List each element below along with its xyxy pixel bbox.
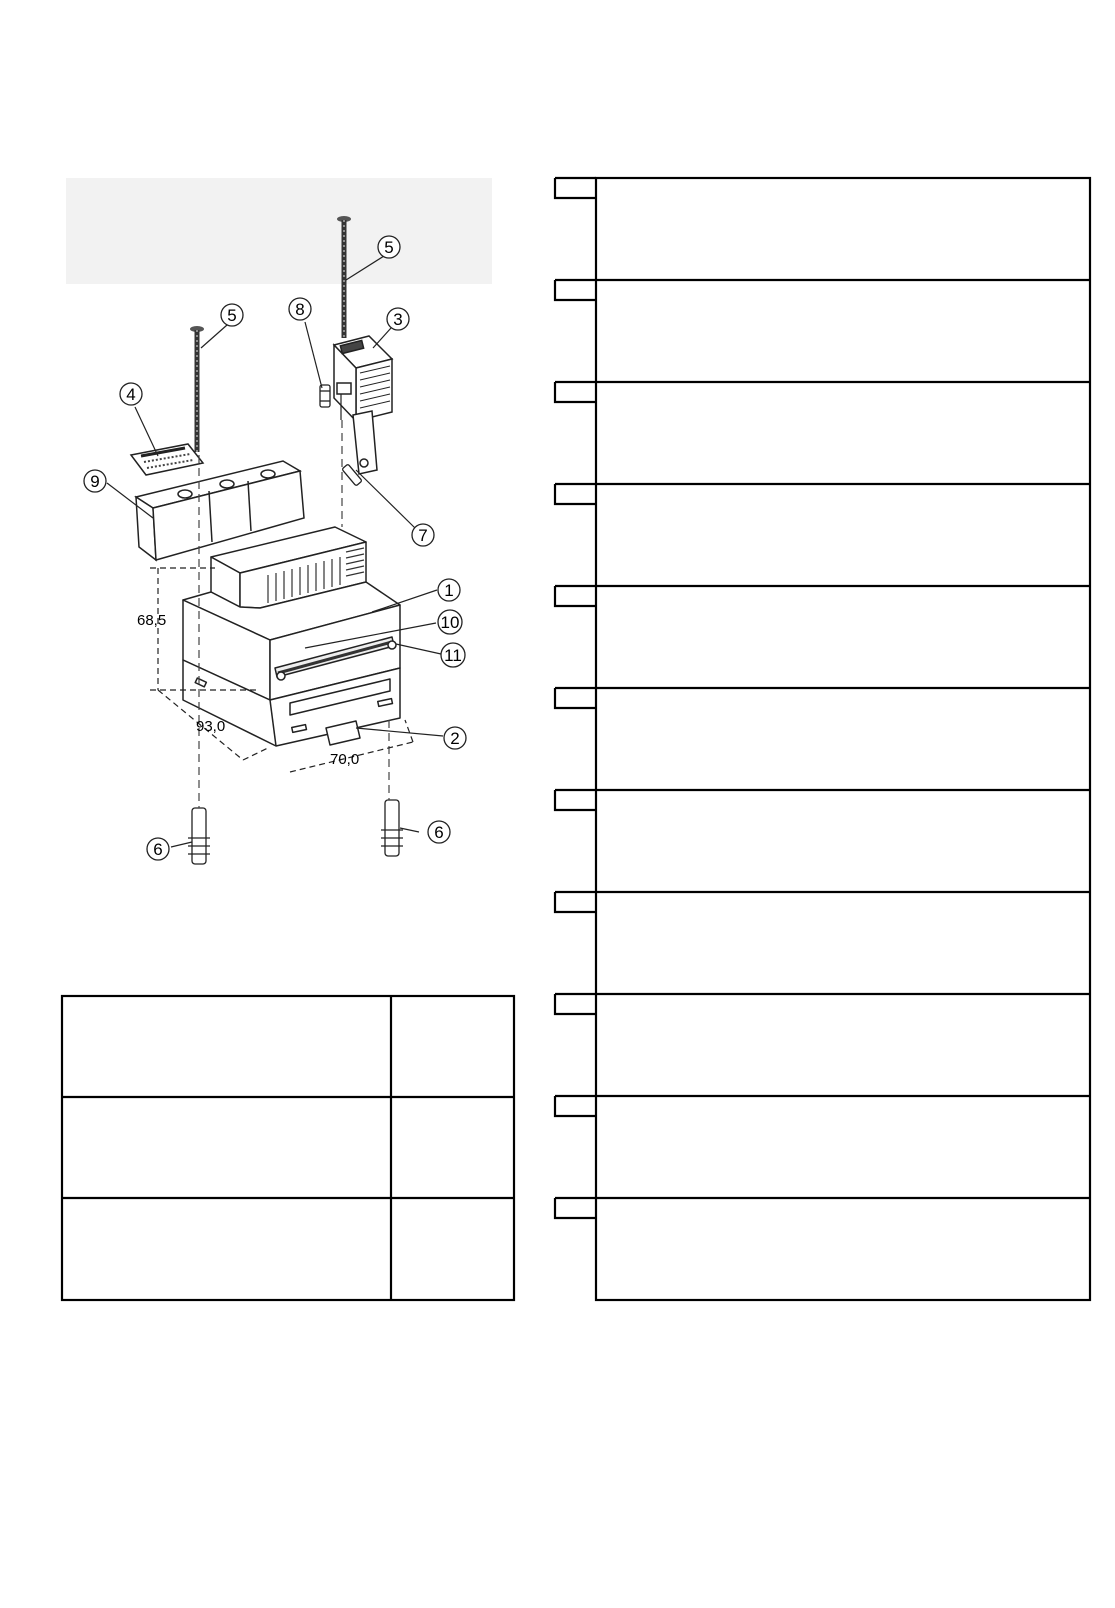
svg-text:3: 3	[393, 310, 403, 329]
parts-table	[555, 178, 1090, 1300]
callout-5-left	[221, 304, 243, 326]
spare-fuse	[320, 385, 330, 407]
dimension-height: 68,5	[137, 612, 167, 629]
spec-table-frame	[62, 996, 514, 1300]
callout-2	[444, 727, 466, 749]
parts-table-number-tabs	[555, 178, 596, 1218]
callout-7	[412, 524, 434, 546]
callout-9	[84, 470, 106, 492]
svg-text:6: 6	[153, 840, 163, 859]
svg-text:11: 11	[444, 646, 462, 665]
dimension-width: 70,0	[330, 751, 360, 768]
svg-text:8: 8	[295, 300, 305, 319]
callout-5-right	[378, 236, 400, 258]
screw-left	[190, 326, 204, 452]
svg-text:5: 5	[227, 306, 237, 325]
spec-table	[62, 996, 514, 1300]
wall-plug-left	[188, 808, 210, 864]
svg-text:10: 10	[440, 613, 460, 632]
label-plate	[131, 444, 203, 475]
svg-text:2: 2	[450, 729, 460, 748]
callout-10	[438, 610, 462, 634]
dimension-depth: 93,0	[196, 718, 226, 735]
svg-text:7: 7	[418, 526, 428, 545]
svg-text:9: 9	[90, 472, 100, 491]
callout-1	[438, 579, 460, 601]
parts-table-row-dividers	[555, 178, 1090, 1198]
callout-6-right	[428, 821, 450, 843]
background-patch	[66, 178, 492, 284]
svg-text:4: 4	[126, 385, 136, 404]
svg-text:5: 5	[384, 238, 394, 257]
parts-table-frame	[596, 178, 1090, 1300]
callout-4	[120, 383, 142, 405]
svg-text:1: 1	[444, 581, 454, 600]
fuse-holder	[334, 336, 392, 474]
callout-6-left	[147, 838, 169, 860]
callout-3	[387, 308, 409, 330]
svg-text:6: 6	[434, 823, 444, 842]
callout-8	[289, 298, 311, 320]
callout-11	[441, 643, 465, 667]
wall-plug-right	[381, 800, 403, 856]
